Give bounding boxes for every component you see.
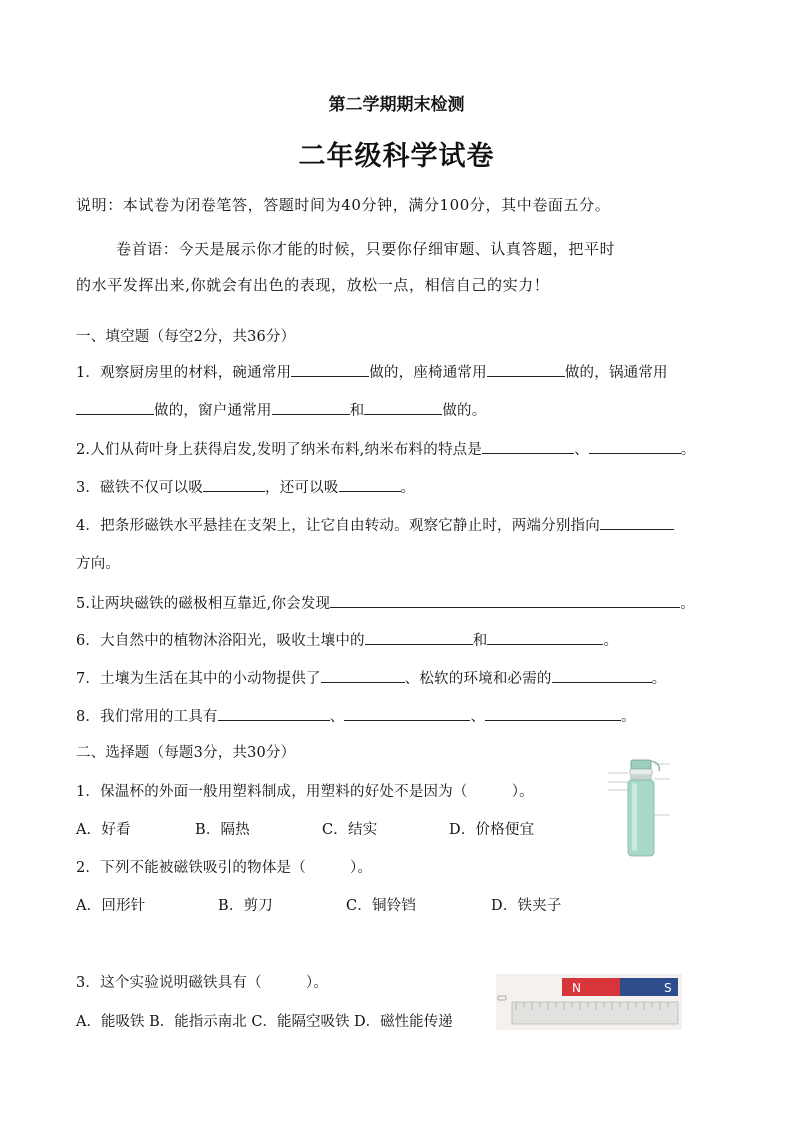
option-b[interactable]: B．隔热: [195, 822, 250, 838]
option-a[interactable]: A．回形针: [76, 898, 146, 914]
answer-blank[interactable]: [487, 630, 603, 645]
q7-text-a: 7．土壤为生活在其中的小动物提供了: [76, 671, 321, 687]
q6-text-a: 6．大自然中的植物沐浴阳光，吸收土壤中的: [76, 633, 365, 649]
q1-text-d: 做的，窗户通常用: [154, 403, 272, 419]
option-d[interactable]: D．价格便宜: [449, 822, 535, 838]
q6-text-c: 。: [603, 633, 619, 649]
q4-text-a: 4．把条形磁铁水平悬挂在支架上，让它自由转动。观察它静止时，两端分别指向: [76, 518, 600, 534]
exam-subtitle: 第二学期期末检测: [328, 95, 465, 115]
answer-blank[interactable]: [364, 400, 442, 415]
answer-blank[interactable]: [344, 706, 470, 721]
motto-line-2: 的水平发挥出来,你就会有出色的表现，放松一点，相信自己的实力！: [76, 276, 550, 294]
q5-text-b: 。: [680, 596, 695, 612]
choice-question-1-stem: 1．保温杯的外面一般用塑料制成，用塑料的好处不是因为（ ）。: [76, 784, 534, 800]
q1-text-f: 做的。: [442, 403, 487, 419]
magnet-n-label: N: [572, 981, 581, 995]
choice-question-3-options[interactable]: A．能吸铁 B．能指示南北 C．能隔空吸铁 D．磁性能传递: [76, 1014, 453, 1030]
section-2-heading: 二、选择题（每题3分，共30分）: [76, 745, 296, 761]
answer-blank[interactable]: [482, 439, 574, 454]
q2-text-a: 2.人们从荷叶身上获得启发,发明了纳米布料,纳米布料的特点是: [76, 442, 483, 458]
answer-blank[interactable]: [589, 439, 681, 454]
q1-text-e: 和: [349, 403, 365, 419]
answer-blank[interactable]: [485, 706, 621, 721]
question-3: [76, 476, 415, 497]
answer-blank[interactable]: [365, 630, 473, 645]
q2-text-c: 。: [680, 442, 696, 458]
q3-text-a: 3．磁铁不仅可以吸: [76, 480, 204, 496]
exam-instructions: 说明：本试卷为闭卷笔答，答题时间为40分钟，满分100分，其中卷面五分。: [76, 196, 611, 214]
q6-text-b: 和: [472, 633, 488, 649]
q8-text-d: 。: [621, 709, 636, 725]
question-1-line-1: [76, 361, 668, 382]
magnet-ruler-image: [496, 974, 682, 1030]
q8-text-c: 、: [470, 709, 486, 725]
option-d[interactable]: D．铁夹子: [491, 898, 562, 914]
motto-line-1: 卷首语：今天是展示你才能的时候，只要你仔细审题、认真答题，把平时: [116, 240, 616, 258]
magnet-s-label: S: [664, 981, 672, 995]
answer-blank[interactable]: [330, 593, 680, 608]
q3-text-c: 。: [400, 480, 416, 496]
q1-text-b: 做的，座椅通常用: [369, 365, 487, 381]
q8-text-b: 、: [329, 709, 345, 725]
choice-question-2-options: [76, 894, 596, 914]
option-a[interactable]: A．好看: [76, 822, 131, 838]
q8-text-a: 8．我们常用的工具有: [76, 709, 218, 725]
q7-text-c: 。: [651, 671, 667, 687]
q2-text-b: 、: [574, 442, 589, 458]
answer-blank[interactable]: [218, 706, 330, 721]
question-1-line-2: [76, 399, 486, 420]
option-c[interactable]: C．铜铃铛: [346, 898, 417, 914]
question-7: [76, 667, 666, 688]
question-8: [76, 705, 636, 726]
option-c[interactable]: C．结实: [322, 822, 378, 838]
question-5: [76, 592, 695, 613]
choice-question-3-stem: 3．这个实验说明磁铁具有（ ）。: [76, 975, 329, 991]
choice-question-2-stem: 2．下列不能被磁铁吸引的物体是（ ）。: [76, 860, 373, 876]
answer-blank[interactable]: [321, 668, 405, 683]
thermos-bottle-image: [606, 755, 676, 860]
section-1-heading: 一、填空题（每空2分，共36分）: [76, 329, 296, 345]
q3-text-b: ，还可以吸: [265, 480, 339, 496]
q1-text-c: 做的，锅通常用: [564, 365, 668, 381]
q1-text-a: 1．观察厨房里的材料，碗通常用: [76, 365, 292, 381]
question-4-line-1: [76, 514, 674, 535]
answer-blank[interactable]: [600, 515, 674, 530]
answer-blank[interactable]: [76, 400, 154, 415]
answer-blank[interactable]: [272, 400, 350, 415]
q5-text-a: 5.让两块磁铁的磁极相互靠近,你会发现: [76, 596, 331, 612]
answer-blank[interactable]: [291, 362, 369, 377]
question-6: [76, 629, 618, 650]
answer-blank[interactable]: [203, 477, 265, 492]
choice-question-1-options: [76, 818, 576, 838]
answer-blank[interactable]: [487, 362, 565, 377]
answer-blank[interactable]: [552, 668, 652, 683]
question-4-line-2: 方向。: [76, 556, 121, 572]
exam-title: 二年级科学试卷: [298, 141, 495, 172]
q7-text-b: 、松软的环境和必需的: [404, 671, 552, 687]
question-2: [76, 438, 695, 459]
option-b[interactable]: B．剪刀: [218, 898, 273, 914]
answer-blank[interactable]: [339, 477, 401, 492]
